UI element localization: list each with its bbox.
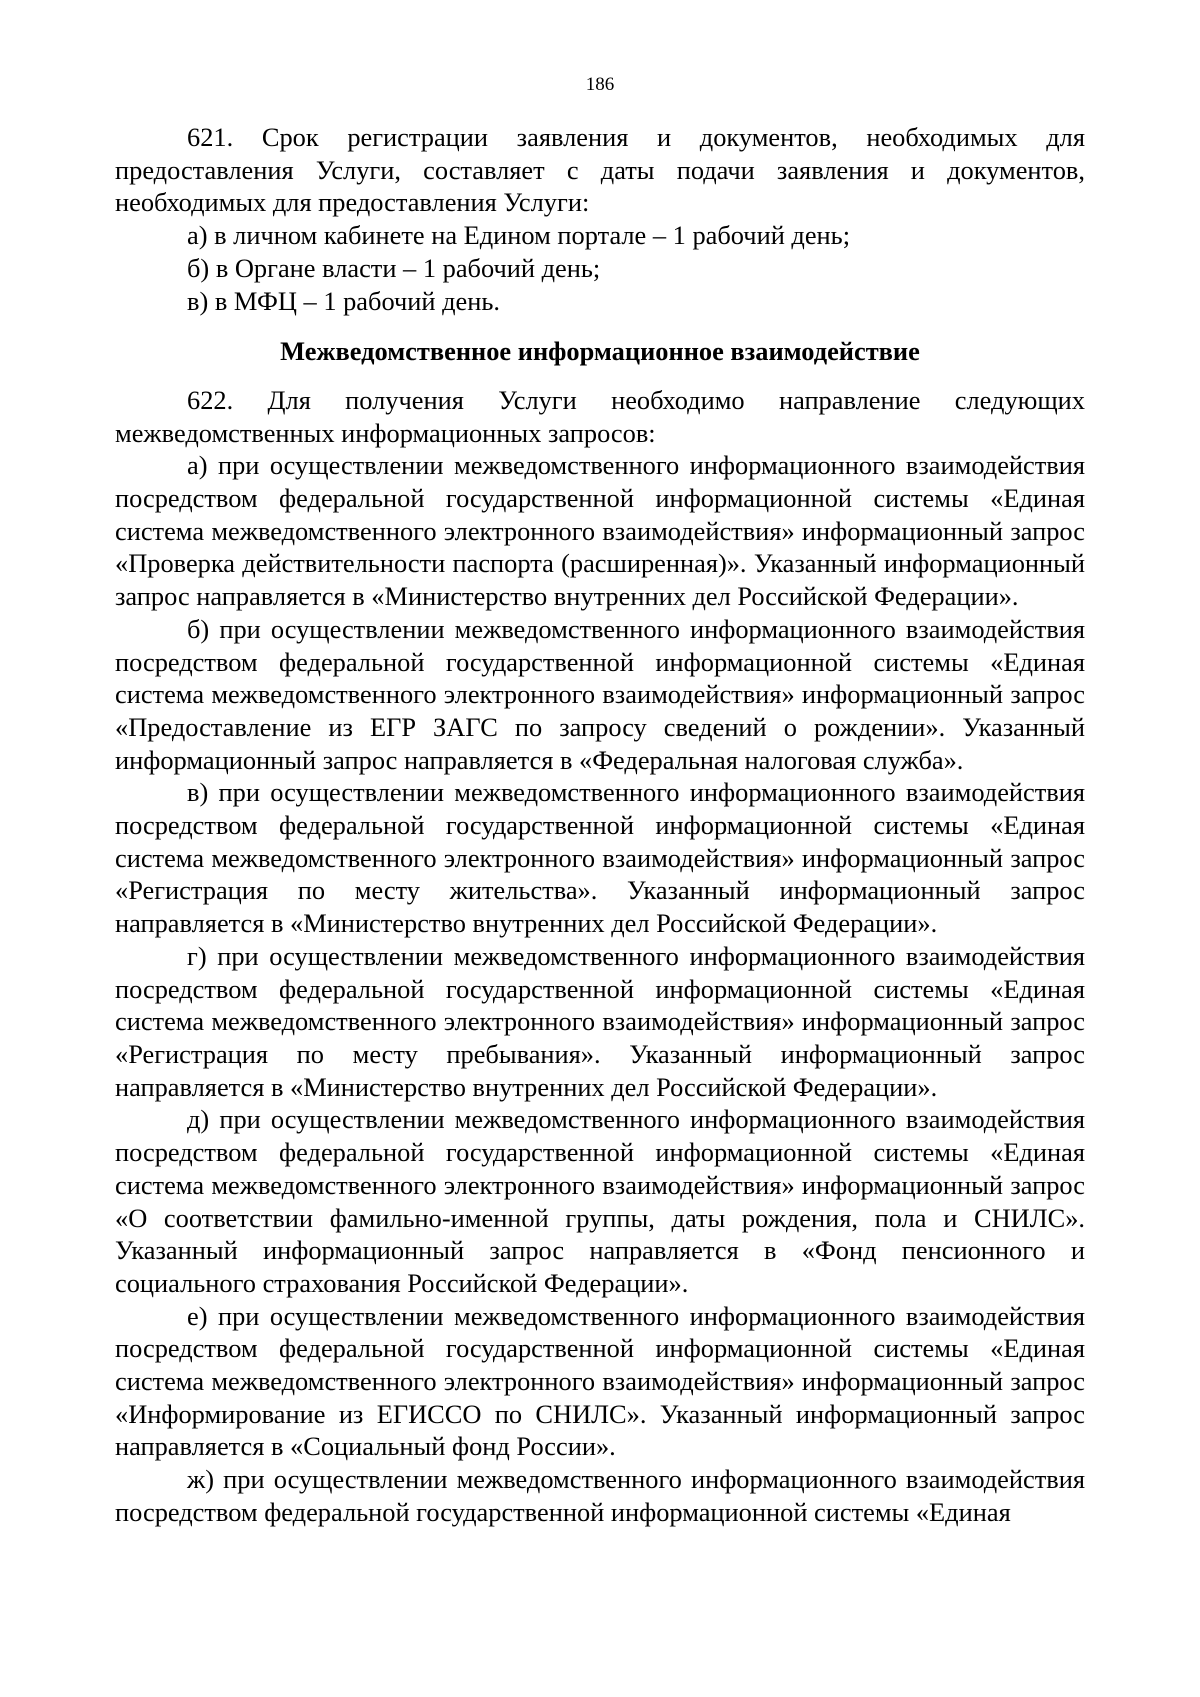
section-heading: Межведомственное информационное взаимодействие — [280, 336, 920, 367]
list-item-622-zh: ж) при осуществлении межведомственного информационного взаимодействия посредством федеральной государственной информационной системы «Единая — [115, 1464, 1085, 1527]
list-item-621-a: а) в личном кабинете на Едином портале – 1 рабочий день; — [187, 220, 851, 251]
list-item-622-b: б) при осуществлении межведомственного информационного взаимодействия посредством федеральной государственной информационной системы «Единая система межведомственного электронного взаимодействия» информационный запрос «Предоставление из ЕГР ЗАГС по запросу сведений о рождении». Указанный информационный запрос направляется в «Федеральная налоговая служба». — [115, 613, 1085, 775]
list-item-622-d: д) при осуществлении межведомственного информационного взаимодействия посредством федеральной государственной информационной системы «Единая система межведомственного электронного взаимодействия» информационный запрос «О соответствии фамильно-именной группы, даты рождения, пола и СНИЛС». Указанный информационный запрос направляется в «Фонд пенсионного и социального страхования Российской Федерации». — [115, 1104, 1085, 1298]
list-item-622-e: е) при осуществлении межведомственного информационного взаимодействия посредством федеральной государственной информационной системы «Единая система межведомственного электронного взаимодействия» информационный запрос «Информирование из ЕГИССО по СНИЛС». Указанный информационный запрос направляется в «Социальный фонд России». — [115, 1300, 1085, 1462]
paragraph-622: 622. Для получения Услуги необходимо направление следующих межведомственных информационных запросов: — [115, 384, 1085, 448]
list-item-622-g: г) при осуществлении межведомственного информационного взаимодействия посредством федеральной государственной информационной системы «Единая система межведомственного электронного взаимодействия» информационный запрос «Регистрация по месту пребывания». Указанный информационный запрос направляется в «Министерство внутренних дел Российской Федерации». — [115, 940, 1085, 1102]
list-item-621-b: б) в Органе власти – 1 рабочий день; — [187, 252, 601, 283]
page-number: 186 — [585, 74, 615, 95]
document-body — [115, 121, 1085, 1529]
list-item-622-a: а) при осуществлении межведомственного информационного взаимодействия посредством федеральной государственной информационной системы «Единая система межведомственного электронного взаимодействия» информационный запрос «Проверка действительности паспорта (расширенная)». Указанный информационный запрос направляется в «Министерство внутренних дел Российской Федерации». — [115, 450, 1085, 612]
list-item-621-c: в) в МФЦ – 1 рабочий день. — [187, 285, 500, 316]
paragraph-621: 621. Срок регистрации заявления и документов, необходимых для предоставления Услуги, составляет с даты подачи заявления и документов, необходимых для предоставления Услуги: — [115, 122, 1085, 218]
list-item-622-v: в) при осуществлении межведомственного информационного взаимодействия посредством федеральной государственной информационной системы «Единая система межведомственного электронного взаимодействия» информационный запрос «Регистрация по месту жительства». Указанный информационный запрос направляется в «Министерство внутренних дел Российской Федерации». — [115, 777, 1085, 939]
